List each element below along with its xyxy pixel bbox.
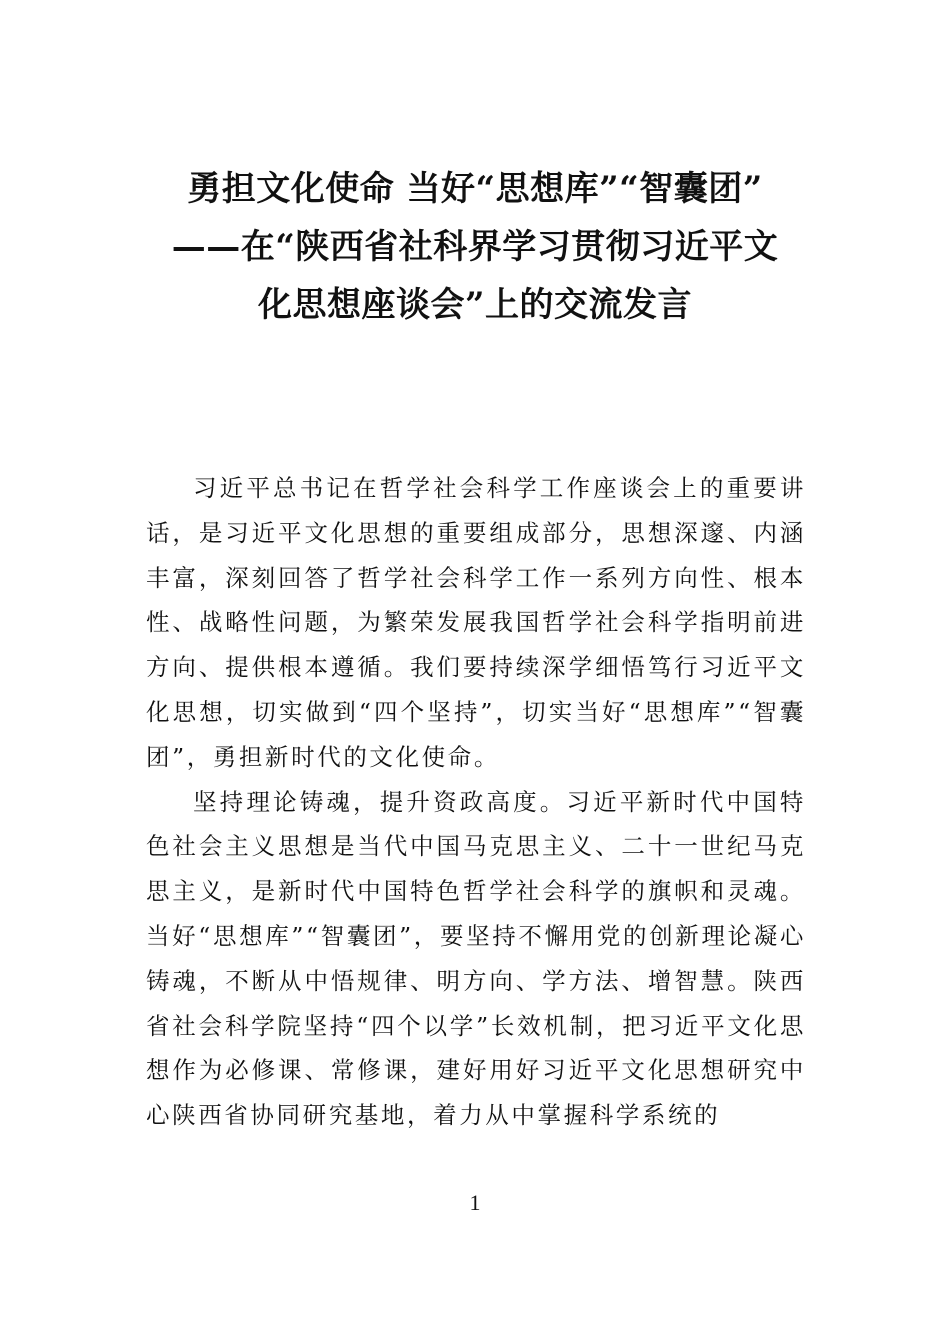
paragraph-1: 习近平总书记在哲学社会科学工作座谈会上的重要讲话，是习近平文化思想的重要组成部分，思想深邃、内涵丰富，深刻回答了哲学社会科学工作一系列方向性、根本性、战略性问题，为繁荣发展我国哲学社会科学指明前进方向、提供根本遵循。我们要持续深学细悟笃行习近平文化思想，切实做到“四个坚持”，切实当好“思想库”“智囊团”，勇担新时代的文化使命。 bbox=[146, 474, 806, 771]
document-body bbox=[146, 466, 806, 1138]
paragraph-2: 坚持理论铸魂，提升资政高度。习近平新时代中国特色社会主义思想是当代中国马克思主义、二十一世纪马克思主义，是新时代中国特色哲学社会科学的旗帜和灵魂。当好“思想库”“智囊团”，要坚持不懈用党的创新理论凝心铸魂，不断从中悟规律、明方向、学方法、增智慧。陕西省社会科学院坚持“四个以学”长效机制，把习近平文化思想作为必修课、常修课，建好用好习近平文化思想研究中心陕西省协同研究基地，着力从中掌握科学系统的 bbox=[146, 787, 806, 1130]
title-line-2: ——在“陕西省社科界学习贯彻习近平文 bbox=[171, 227, 779, 267]
document-title bbox=[100, 160, 850, 334]
page-number: 1 bbox=[469, 1190, 481, 1215]
title-line-3: 化思想座谈会”上的交流发言 bbox=[257, 285, 693, 325]
title-line-1: 勇担文化使命 当好“思想库”“智囊团” bbox=[187, 169, 763, 209]
